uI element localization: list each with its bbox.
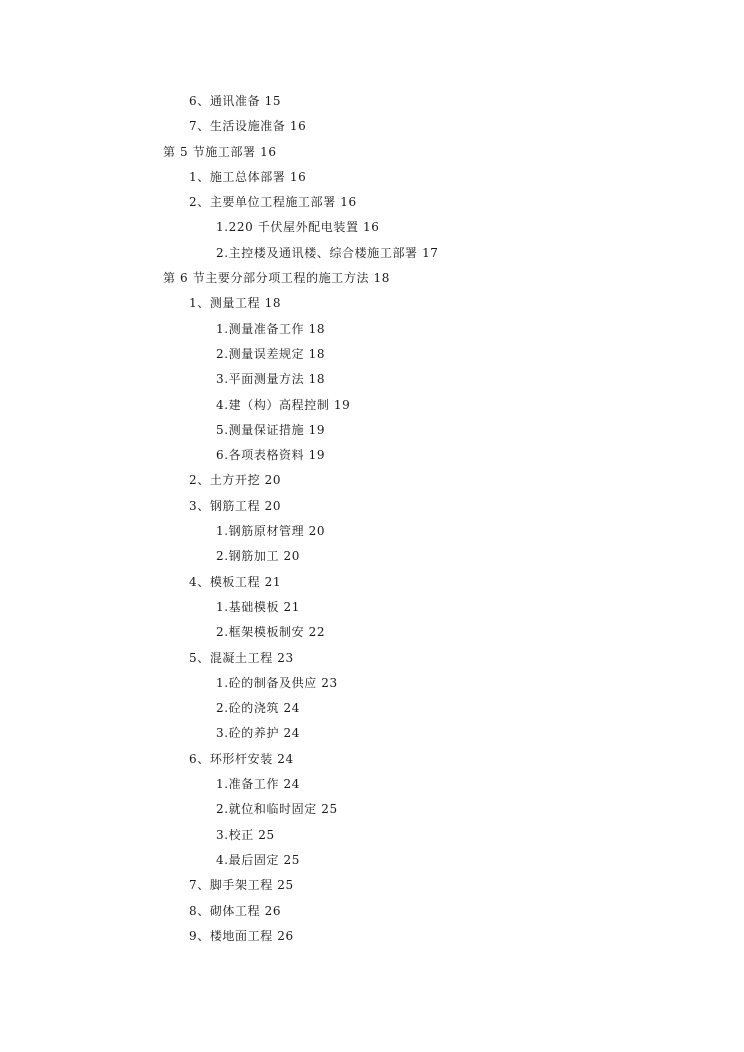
toc-subentry: 4.建（构）高程控制 19 xyxy=(216,397,351,412)
toc-section-heading: 第 6 节主要分部分项工程的施工方法 18 xyxy=(163,271,390,286)
toc-entry: 1、测量工程 18 xyxy=(189,296,282,311)
toc-subentry: 2.就位和临时固定 25 xyxy=(216,802,338,817)
toc-subentry: 5.测量保证措施 19 xyxy=(216,422,326,437)
toc-subentry: 3.平面测量方法 18 xyxy=(216,372,326,387)
toc-subentry: 1.砼的制备及供应 23 xyxy=(216,675,338,690)
toc-entry: 2、土方开挖 20 xyxy=(189,473,282,488)
toc-subentry: 3.校正 25 xyxy=(216,827,275,842)
toc-subentry: 4.最后固定 25 xyxy=(216,852,300,867)
toc-entry: 6、环形杆安装 24 xyxy=(189,751,294,766)
toc-entry: 6、通讯准备 15 xyxy=(189,94,282,108)
toc-subentry: 1.测量准备工作 18 xyxy=(216,321,326,336)
toc-entry: 4、模板工程 21 xyxy=(189,574,282,589)
toc-subentry: 1.准备工作 24 xyxy=(216,777,300,792)
toc-subentry: 2.框架模板制安 22 xyxy=(216,625,326,640)
toc-subentry: 2.砼的浇筑 24 xyxy=(216,701,300,716)
toc-subentry: 2.钢筋加工 20 xyxy=(216,549,300,564)
toc-subentry: 1.基础模板 21 xyxy=(216,599,300,614)
toc-subentry: 2.测量误差规定 18 xyxy=(216,346,326,361)
toc-entry: 3、钢筋工程 20 xyxy=(189,498,282,513)
toc-entry: 8、砌体工程 26 xyxy=(189,903,282,918)
toc-subentry: 3.砼的养护 24 xyxy=(216,726,300,741)
toc-entry: 9、楼地面工程 26 xyxy=(189,928,294,943)
toc-subentry: 1.220 千伏屋外配电装置 16 xyxy=(216,220,380,235)
toc-entry: 5、混凝土工程 23 xyxy=(189,650,294,665)
toc-entry: 7、脚手架工程 25 xyxy=(189,878,294,893)
toc-section-heading: 第 5 节施工部署 16 xyxy=(163,144,277,159)
toc-subentry: 1.钢筋原材管理 20 xyxy=(216,524,326,539)
toc-subentry: 2.主控楼及通讯楼、综合楼施工部署 17 xyxy=(216,245,439,260)
toc-subentry: 6.各项表格资料 19 xyxy=(216,448,326,463)
toc-entry: 1、施工总体部署 16 xyxy=(189,169,307,184)
toc-entry: 7、生活设施准备 16 xyxy=(189,119,307,134)
toc-entry: 2、主要单位工程施工部署 16 xyxy=(189,195,357,210)
table-of-contents xyxy=(0,89,744,949)
